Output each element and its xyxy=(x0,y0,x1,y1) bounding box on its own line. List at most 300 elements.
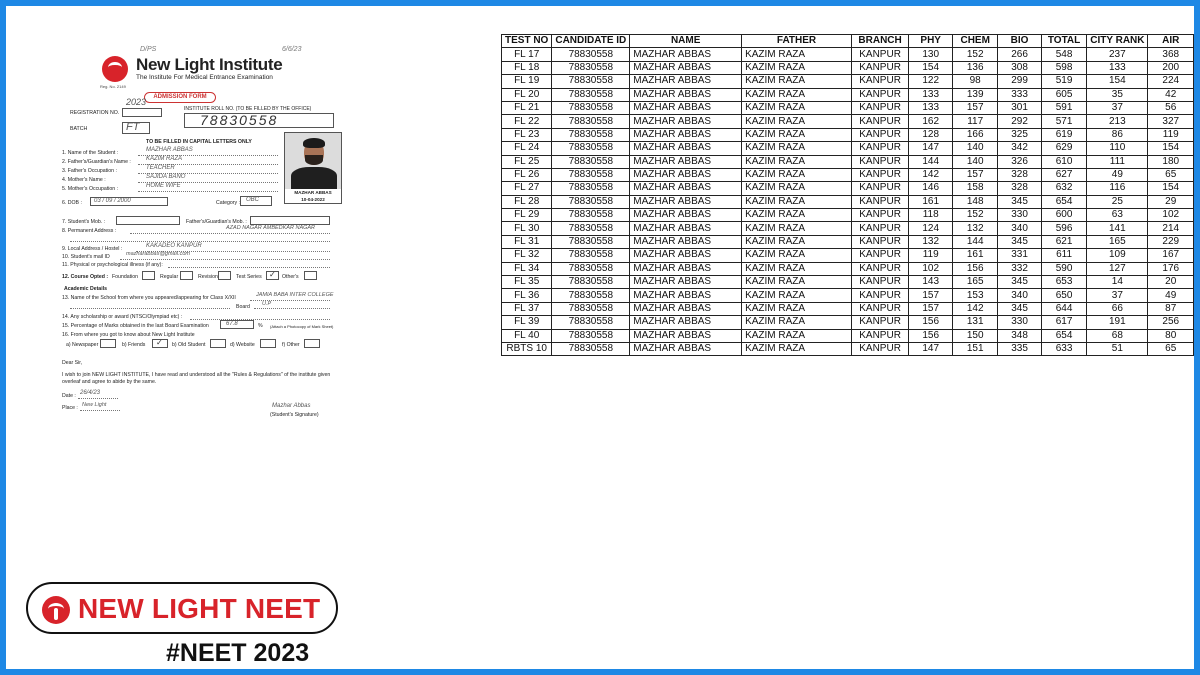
source-option: f) Other xyxy=(282,342,300,348)
form-handwritten-date: 6/6/23 xyxy=(282,46,302,53)
field-value: HOME WIFE xyxy=(146,183,181,189)
table-cell: MAZHAR ABBAS xyxy=(630,262,742,275)
table-cell: 345 xyxy=(998,195,1042,208)
table-cell: 133 xyxy=(1087,61,1148,74)
table-cell: 128 xyxy=(909,128,953,141)
table-cell: 308 xyxy=(998,61,1042,74)
table-cell: KANPUR xyxy=(851,142,908,155)
table-cell: 167 xyxy=(1148,249,1194,262)
table-cell: 111 xyxy=(1087,155,1148,168)
table-cell: KANPUR xyxy=(851,262,908,275)
table-cell: 78830558 xyxy=(552,88,630,101)
table-cell: 368 xyxy=(1148,48,1194,61)
table-cell: MAZHAR ABBAS xyxy=(630,168,742,181)
table-cell: FL 18 xyxy=(502,61,552,74)
table-cell: KANPUR xyxy=(851,235,908,248)
table-cell: 78830558 xyxy=(552,262,630,275)
table-cell: 142 xyxy=(953,302,998,315)
student-photo xyxy=(284,132,342,204)
column-header: CITY RANK xyxy=(1087,35,1148,48)
table-cell: 330 xyxy=(998,316,1042,329)
table-cell: 152 xyxy=(953,209,998,222)
table-cell: 68 xyxy=(1087,329,1148,342)
table-cell: MAZHAR ABBAS xyxy=(630,235,742,248)
table-row xyxy=(502,182,1194,195)
field-value: MAZHAR ABBAS xyxy=(146,147,193,153)
course-checkbox[interactable] xyxy=(142,271,155,280)
table-cell: 136 xyxy=(953,61,998,74)
table-cell: FL 19 xyxy=(502,75,552,88)
course-checkbox[interactable] xyxy=(304,271,317,280)
table-cell: 157 xyxy=(909,302,953,315)
table-cell: KAZIM RAZA xyxy=(742,115,852,128)
photo-date: 10-04-2022 xyxy=(301,197,325,202)
table-cell: 150 xyxy=(953,329,998,342)
table-cell: 37 xyxy=(1087,101,1148,114)
table-cell: 653 xyxy=(1041,276,1086,289)
table-cell: 139 xyxy=(953,88,998,101)
table-cell: 154 xyxy=(1148,142,1194,155)
table-cell: KANPUR xyxy=(851,182,908,195)
table-cell: 86 xyxy=(1087,128,1148,141)
table-cell: FL 32 xyxy=(502,249,552,262)
table-cell: FL 31 xyxy=(502,235,552,248)
local-address-value: KAKADEO KANPUR xyxy=(146,243,202,249)
table-cell: KANPUR xyxy=(851,209,908,222)
table-cell: MAZHAR ABBAS xyxy=(630,142,742,155)
table-cell: 180 xyxy=(1148,155,1194,168)
table-cell: 153 xyxy=(953,289,998,302)
table-cell: 49 xyxy=(1087,168,1148,181)
table-cell: KANPUR xyxy=(851,101,908,114)
table-header-row xyxy=(502,35,1194,48)
table-cell: 600 xyxy=(1041,209,1086,222)
table-cell: 78830558 xyxy=(552,329,630,342)
table-cell: MAZHAR ABBAS xyxy=(630,329,742,342)
table-cell: 132 xyxy=(953,222,998,235)
table-cell: 148 xyxy=(953,195,998,208)
table-cell: 78830558 xyxy=(552,342,630,355)
table-cell: 548 xyxy=(1041,48,1086,61)
table-cell: 345 xyxy=(998,302,1042,315)
board-line xyxy=(254,308,330,309)
table-row xyxy=(502,75,1194,88)
table-cell: 654 xyxy=(1041,195,1086,208)
table-cell: 325 xyxy=(998,128,1042,141)
field-value: TEACHER xyxy=(146,165,175,171)
table-row xyxy=(502,329,1194,342)
source-label: 16. From where you got to know about New Light Institute xyxy=(62,332,195,338)
table-cell: 331 xyxy=(998,249,1042,262)
table-cell: FL 20 xyxy=(502,88,552,101)
table-row xyxy=(502,128,1194,141)
table-cell: FL 24 xyxy=(502,142,552,155)
table-cell: 14 xyxy=(1087,276,1148,289)
roll-label: INSTITUTE ROLL NO. (TO BE FILLED BY THE OFFICE) xyxy=(184,106,312,112)
table-cell: 191 xyxy=(1087,316,1148,329)
table-cell: 610 xyxy=(1041,155,1086,168)
mail-label: 10. Student's mail ID xyxy=(62,254,110,260)
table-cell: 56 xyxy=(1148,101,1194,114)
signature-label: (Student's Signature) xyxy=(270,412,319,418)
table-cell: 146 xyxy=(909,182,953,195)
column-header: BIO xyxy=(998,35,1042,48)
table-cell: 78830558 xyxy=(552,128,630,141)
table-cell: FL 30 xyxy=(502,222,552,235)
table-cell: KANPUR xyxy=(851,316,908,329)
local-address-label: 9. Local Address / Hostel : xyxy=(62,246,123,252)
brand-badge xyxy=(26,582,338,634)
field-label: 5. Mother's Occupation : xyxy=(62,186,119,192)
table-cell: MAZHAR ABBAS xyxy=(630,48,742,61)
column-header: TOTAL xyxy=(1041,35,1086,48)
table-cell: 340 xyxy=(998,289,1042,302)
address-line-2 xyxy=(70,241,330,242)
table-cell: 176 xyxy=(1148,262,1194,275)
dob-value: 03 / 09 / 2000 xyxy=(94,198,131,204)
table-cell: 78830558 xyxy=(552,235,630,248)
table-cell: MAZHAR ABBAS xyxy=(630,195,742,208)
table-cell: 102 xyxy=(1148,209,1194,222)
table-cell: 605 xyxy=(1041,88,1086,101)
source-checkbox[interactable] xyxy=(304,339,320,348)
table-cell: 156 xyxy=(953,262,998,275)
column-header: CHEM xyxy=(953,35,998,48)
table-cell: KANPUR xyxy=(851,88,908,101)
address-line xyxy=(130,233,330,234)
admission-form xyxy=(50,42,350,422)
table-cell: 49 xyxy=(1148,289,1194,302)
table-cell: 519 xyxy=(1041,75,1086,88)
table-cell: KAZIM RAZA xyxy=(742,88,852,101)
table-cell: 98 xyxy=(953,75,998,88)
table-cell: 591 xyxy=(1041,101,1086,114)
table-row xyxy=(502,115,1194,128)
table-cell: FL 29 xyxy=(502,209,552,222)
table-cell: KAZIM RAZA xyxy=(742,101,852,114)
signature: Mazhar Abbas xyxy=(272,403,311,409)
scholarship-label: 14. Any scholarship or award (NTSC/Olympiad etc) : xyxy=(62,314,183,320)
table-cell: KAZIM RAZA xyxy=(742,276,852,289)
table-cell: MAZHAR ABBAS xyxy=(630,128,742,141)
table-cell: KAZIM RAZA xyxy=(742,302,852,315)
course-option: Regular xyxy=(160,274,179,280)
table-cell: KAZIM RAZA xyxy=(742,249,852,262)
table-cell: 142 xyxy=(909,168,953,181)
source-checkbox[interactable] xyxy=(260,339,276,348)
table-cell: 80 xyxy=(1148,329,1194,342)
table-cell: 326 xyxy=(998,155,1042,168)
course-option: Foundation xyxy=(112,274,138,280)
table-cell: FL 40 xyxy=(502,329,552,342)
table-cell: 87 xyxy=(1148,302,1194,315)
table-cell: 78830558 xyxy=(552,168,630,181)
table-cell: 598 xyxy=(1041,61,1086,74)
percent-sign: % xyxy=(258,323,263,329)
table-cell: MAZHAR ABBAS xyxy=(630,342,742,355)
course-checkbox-checked[interactable] xyxy=(266,271,279,280)
table-cell: 102 xyxy=(909,262,953,275)
table-cell: 35 xyxy=(1087,88,1148,101)
capital-note: TO BE FILLED IN CAPITAL LETTERS ONLY xyxy=(146,139,252,145)
table-cell: 51 xyxy=(1087,342,1148,355)
table-cell: 335 xyxy=(998,342,1042,355)
table-cell: 154 xyxy=(909,61,953,74)
table-row xyxy=(502,61,1194,74)
table-row xyxy=(502,155,1194,168)
mail-line xyxy=(120,259,330,260)
table-cell: 151 xyxy=(953,342,998,355)
table-cell: MAZHAR ABBAS xyxy=(630,209,742,222)
table-cell: FL 39 xyxy=(502,316,552,329)
table-cell: MAZHAR ABBAS xyxy=(630,182,742,195)
table-cell: KANPUR xyxy=(851,115,908,128)
mail-value: mazharabbas@gmail.com xyxy=(126,251,190,257)
table-cell: 156 xyxy=(909,329,953,342)
table-cell: KAZIM RAZA xyxy=(742,342,852,355)
table-cell: 345 xyxy=(998,235,1042,248)
admission-form-title: ADMISSION FORM xyxy=(144,92,216,103)
table-cell: 147 xyxy=(909,142,953,155)
table-cell: 20 xyxy=(1148,276,1194,289)
place-line xyxy=(80,410,120,411)
school-line-2 xyxy=(70,308,230,309)
table-cell: 229 xyxy=(1148,235,1194,248)
table-cell: 109 xyxy=(1087,249,1148,262)
table-cell: 621 xyxy=(1041,235,1086,248)
table-cell: 611 xyxy=(1041,249,1086,262)
table-cell: FL 21 xyxy=(502,101,552,114)
table-cell: 78830558 xyxy=(552,316,630,329)
table-cell: 328 xyxy=(998,182,1042,195)
guardian-mobile-label: Father's/Guardian's Mob. : xyxy=(186,219,247,225)
course-option: Other's xyxy=(282,274,299,280)
table-cell: 65 xyxy=(1148,168,1194,181)
table-cell: 141 xyxy=(1087,222,1148,235)
table-cell: 78830558 xyxy=(552,289,630,302)
registration-box xyxy=(122,108,162,117)
table-cell: KAZIM RAZA xyxy=(742,289,852,302)
column-header: FATHER xyxy=(742,35,852,48)
table-cell: KAZIM RAZA xyxy=(742,262,852,275)
table-cell: 345 xyxy=(998,276,1042,289)
table-cell: KAZIM RAZA xyxy=(742,75,852,88)
table-cell: 66 xyxy=(1087,302,1148,315)
column-header: AIR xyxy=(1148,35,1194,48)
table-cell: KAZIM RAZA xyxy=(742,128,852,141)
table-cell: 78830558 xyxy=(552,209,630,222)
source-checkbox-checked[interactable] xyxy=(152,339,168,348)
source-option: a) Newspaper xyxy=(66,342,99,348)
table-cell: 132 xyxy=(909,235,953,248)
new-light-logo-icon xyxy=(42,596,70,624)
table-cell: KAZIM RAZA xyxy=(742,209,852,222)
photo-caption xyxy=(285,189,341,204)
table-cell: 213 xyxy=(1087,115,1148,128)
source-checkbox[interactable] xyxy=(100,339,116,348)
table-cell: 78830558 xyxy=(552,222,630,235)
table-cell: MAZHAR ABBAS xyxy=(630,155,742,168)
category-label: Category : xyxy=(216,200,240,206)
form-handwritten-note: D/PS xyxy=(140,46,157,53)
results-table xyxy=(501,34,1194,356)
table-cell: KANPUR xyxy=(851,75,908,88)
table-cell: 156 xyxy=(909,316,953,329)
table-cell: FL 25 xyxy=(502,155,552,168)
table-cell: 154 xyxy=(1148,182,1194,195)
table-cell: 161 xyxy=(953,249,998,262)
table-cell: 143 xyxy=(909,276,953,289)
course-checkbox[interactable] xyxy=(180,271,193,280)
place-label: Place : xyxy=(62,405,78,411)
percent-note: (Attach a Photocopy of Mark Sheet) xyxy=(270,324,334,329)
table-cell: 327 xyxy=(1148,115,1194,128)
column-header: PHY xyxy=(909,35,953,48)
table-cell: MAZHAR ABBAS xyxy=(630,75,742,88)
table-cell: 632 xyxy=(1041,182,1086,195)
table-cell: KANPUR xyxy=(851,289,908,302)
table-cell: 644 xyxy=(1041,302,1086,315)
source-checkbox[interactable] xyxy=(210,339,226,348)
mobile-label: 7. Student's Mob. : xyxy=(62,219,106,225)
table-cell: KAZIM RAZA xyxy=(742,316,852,329)
table-cell: 116 xyxy=(1087,182,1148,195)
table-cell: FL 36 xyxy=(502,289,552,302)
table-cell: 78830558 xyxy=(552,302,630,315)
table-cell: KAZIM RAZA xyxy=(742,155,852,168)
institute-logo-icon xyxy=(102,56,128,82)
table-cell: 119 xyxy=(1148,128,1194,141)
table-cell: FL 22 xyxy=(502,115,552,128)
table-cell: 37 xyxy=(1087,289,1148,302)
field-label: 1. Name of the Student : xyxy=(62,150,119,156)
illness-label: 11. Physical or psychological illness (if any): xyxy=(62,262,163,268)
table-cell: FL 27 xyxy=(502,182,552,195)
table-cell: KANPUR xyxy=(851,222,908,235)
academic-details-heading: Academic Details xyxy=(64,286,107,292)
table-cell: KANPUR xyxy=(851,61,908,74)
column-header: BRANCH xyxy=(851,35,908,48)
table-cell: 144 xyxy=(909,155,953,168)
column-header: CANDIDATE ID xyxy=(552,35,630,48)
course-checkbox[interactable] xyxy=(218,271,231,280)
table-cell: 78830558 xyxy=(552,142,630,155)
illness-line xyxy=(168,267,330,268)
table-cell: KANPUR xyxy=(851,276,908,289)
table-cell: 110 xyxy=(1087,142,1148,155)
registration-label: REGISTRATION NO. xyxy=(70,110,120,116)
board-value: U.P xyxy=(262,301,272,307)
table-cell: 78830558 xyxy=(552,276,630,289)
table-cell: KAZIM RAZA xyxy=(742,222,852,235)
table-cell: 629 xyxy=(1041,142,1086,155)
salutation: Dear Sir, xyxy=(62,360,83,366)
table-cell: 596 xyxy=(1041,222,1086,235)
course-option: Test Series xyxy=(236,274,262,280)
table-cell: 78830558 xyxy=(552,182,630,195)
table-cell: 237 xyxy=(1087,48,1148,61)
table-cell: MAZHAR ABBAS xyxy=(630,101,742,114)
table-cell: MAZHAR ABBAS xyxy=(630,115,742,128)
table-cell: 63 xyxy=(1087,209,1148,222)
table-cell: RBTS 10 xyxy=(502,342,552,355)
table-cell: 333 xyxy=(998,88,1042,101)
table-cell: 140 xyxy=(953,142,998,155)
table-cell: KANPUR xyxy=(851,329,908,342)
table-cell: 133 xyxy=(909,88,953,101)
table-cell: 617 xyxy=(1041,316,1086,329)
table-cell: 78830558 xyxy=(552,249,630,262)
table-cell: FL 35 xyxy=(502,276,552,289)
column-header: NAME xyxy=(630,35,742,48)
institute-name: New Light Institute xyxy=(136,55,283,74)
table-cell: KAZIM RAZA xyxy=(742,142,852,155)
table-row xyxy=(502,195,1194,208)
table-cell: 619 xyxy=(1041,128,1086,141)
table-cell: 590 xyxy=(1041,262,1086,275)
school-label: 13. Name of the School from where you appeared/appearing for Class X/XII xyxy=(62,295,236,301)
table-cell: MAZHAR ABBAS xyxy=(630,316,742,329)
mobile-box xyxy=(116,216,180,225)
table-cell: MAZHAR ABBAS xyxy=(630,61,742,74)
place-value: New Light xyxy=(82,402,107,408)
table-cell: 158 xyxy=(953,182,998,195)
table-cell: 332 xyxy=(998,262,1042,275)
table-row xyxy=(502,48,1194,61)
table-cell: 301 xyxy=(998,101,1042,114)
table-cell: KAZIM RAZA xyxy=(742,195,852,208)
table-cell: KAZIM RAZA xyxy=(742,48,852,61)
table-cell: 266 xyxy=(998,48,1042,61)
table-cell: 78830558 xyxy=(552,61,630,74)
table-cell: KANPUR xyxy=(851,302,908,315)
scholarship-line xyxy=(190,319,330,320)
table-cell: 256 xyxy=(1148,316,1194,329)
school-value: JAMIA BABA INTER COLLEGE xyxy=(256,292,334,298)
photo-name: MAZHAR ABBAS xyxy=(294,190,332,195)
table-cell: FL 28 xyxy=(502,195,552,208)
table-cell: 633 xyxy=(1041,342,1086,355)
guardian-mobile-box xyxy=(250,216,330,225)
table-cell: FL 34 xyxy=(502,262,552,275)
table-cell: KANPUR xyxy=(851,195,908,208)
table-cell: 650 xyxy=(1041,289,1086,302)
table-cell: MAZHAR ABBAS xyxy=(630,222,742,235)
table-row xyxy=(502,262,1194,275)
table-cell: 130 xyxy=(909,48,953,61)
table-cell: 214 xyxy=(1148,222,1194,235)
table-cell: 292 xyxy=(998,115,1042,128)
table-cell: 299 xyxy=(998,75,1042,88)
table-cell: MAZHAR ABBAS xyxy=(630,289,742,302)
table-cell: MAZHAR ABBAS xyxy=(630,249,742,262)
table-cell: 157 xyxy=(953,101,998,114)
table-cell: 25 xyxy=(1087,195,1148,208)
table-cell: 157 xyxy=(953,168,998,181)
category-value: OBC xyxy=(246,197,260,203)
check-mark-icon: ✓ xyxy=(269,270,276,279)
source-option: b) Old Student xyxy=(172,342,206,348)
batch-label: BATCH xyxy=(70,126,88,132)
table-row xyxy=(502,88,1194,101)
table-cell: 166 xyxy=(953,128,998,141)
table-cell: 330 xyxy=(998,209,1042,222)
batch-value: FT xyxy=(126,121,140,133)
table-cell: KAZIM RAZA xyxy=(742,329,852,342)
percent-value: 67.8 xyxy=(226,321,238,327)
table-cell: 140 xyxy=(953,155,998,168)
table-cell: 29 xyxy=(1148,195,1194,208)
